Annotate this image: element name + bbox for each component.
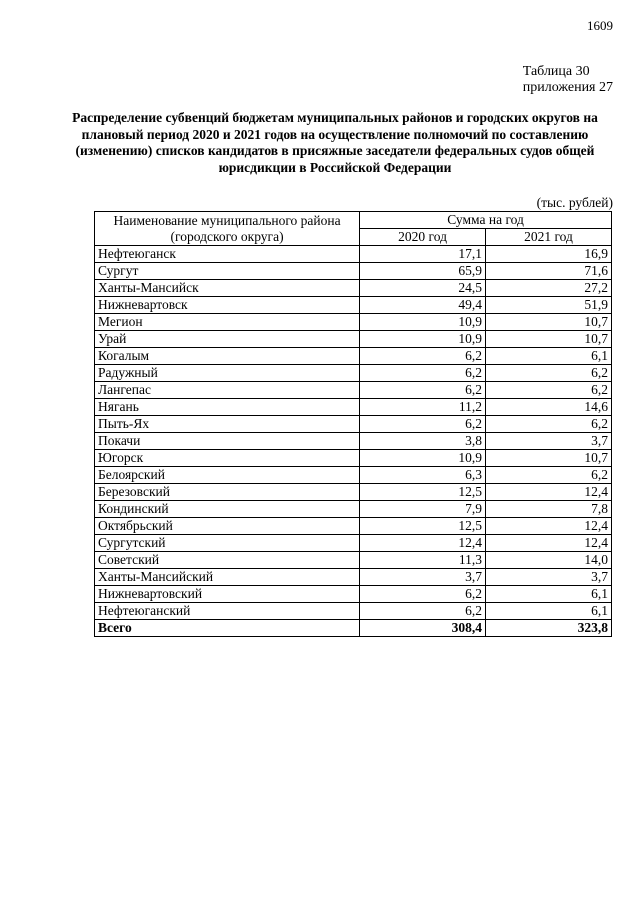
table-row <box>95 246 612 263</box>
value-2021-cell: 10,7 <box>486 331 612 348</box>
table-row <box>95 484 612 501</box>
municipality-name-cell: Сургутский <box>95 535 360 552</box>
table-row <box>95 569 612 586</box>
table-reference <box>523 64 613 96</box>
table-row <box>95 280 612 297</box>
value-2020-cell: 10,9 <box>360 331 486 348</box>
value-2021-cell: 3,7 <box>486 569 612 586</box>
value-2020-cell: 6,2 <box>360 416 486 433</box>
value-2020-cell: 6,2 <box>360 348 486 365</box>
municipality-name-cell: Нижневартовский <box>95 586 360 603</box>
municipality-name-cell: Урай <box>95 331 360 348</box>
value-2020-cell: 308,4 <box>360 620 486 637</box>
subventions-table <box>94 211 612 637</box>
value-2020-cell: 65,9 <box>360 263 486 280</box>
value-2021-cell: 12,4 <box>486 484 612 501</box>
value-2021-cell: 6,1 <box>486 603 612 620</box>
value-2021-cell: 6,2 <box>486 382 612 399</box>
table-row <box>95 365 612 382</box>
municipality-name-cell: Нефтеюганский <box>95 603 360 620</box>
value-2021-cell: 6,1 <box>486 348 612 365</box>
value-2021-cell: 12,4 <box>486 518 612 535</box>
table-row <box>95 586 612 603</box>
value-2020-cell: 6,2 <box>360 365 486 382</box>
header-sum-cell: Сумма на год <box>360 212 612 229</box>
municipality-name-cell: Покачи <box>95 433 360 450</box>
table-row <box>95 331 612 348</box>
table-row <box>95 348 612 365</box>
table-row <box>95 501 612 518</box>
table-row <box>95 467 612 484</box>
table-row <box>95 382 612 399</box>
value-2020-cell: 6,2 <box>360 586 486 603</box>
municipality-name-cell: Ханты-Мансийский <box>95 569 360 586</box>
municipality-name-cell: Югорск <box>95 450 360 467</box>
value-2020-cell: 12,4 <box>360 535 486 552</box>
municipality-name-cell: Ханты-Мансийск <box>95 280 360 297</box>
municipality-name-cell: Пыть-Ях <box>95 416 360 433</box>
value-2021-cell: 3,7 <box>486 433 612 450</box>
municipality-name-cell: Нижневартовск <box>95 297 360 314</box>
header-name-line2: (городского округа) <box>170 228 284 244</box>
page-number: 1609 <box>587 18 613 33</box>
municipality-name-cell: Советский <box>95 552 360 569</box>
value-2020-cell: 3,7 <box>360 569 486 586</box>
value-2020-cell: 6,2 <box>360 603 486 620</box>
value-2021-cell: 323,8 <box>486 620 612 637</box>
municipality-name-cell: Октябрьский <box>95 518 360 535</box>
table-row <box>95 263 612 280</box>
value-2021-cell: 14,6 <box>486 399 612 416</box>
value-2020-cell: 7,9 <box>360 501 486 518</box>
table-row <box>95 535 612 552</box>
municipality-name-cell: Сургут <box>95 263 360 280</box>
municipality-name-cell: Нефтеюганск <box>95 246 360 263</box>
municipality-name-cell: Радужный <box>95 365 360 382</box>
value-2021-cell: 16,9 <box>486 246 612 263</box>
table-row <box>95 450 612 467</box>
table-row <box>95 399 612 416</box>
value-2021-cell: 12,4 <box>486 535 612 552</box>
municipality-name-cell: Кондинский <box>95 501 360 518</box>
value-2020-cell: 49,4 <box>360 297 486 314</box>
value-2020-cell: 11,2 <box>360 399 486 416</box>
header-year-2020: 2020 год <box>360 229 486 246</box>
value-2020-cell: 10,9 <box>360 314 486 331</box>
value-2021-cell: 7,8 <box>486 501 612 518</box>
table-header-row <box>95 212 612 229</box>
header-year-2021: 2021 год <box>486 229 612 246</box>
value-2021-cell: 10,7 <box>486 450 612 467</box>
municipality-name-cell: Всего <box>95 620 360 637</box>
value-2021-cell: 6,2 <box>486 467 612 484</box>
municipality-name-cell: Нягань <box>95 399 360 416</box>
table-row <box>95 297 612 314</box>
municipality-name-cell: Лангепас <box>95 382 360 399</box>
value-2021-cell: 10,7 <box>486 314 612 331</box>
municipality-name-cell: Белоярский <box>95 467 360 484</box>
header-name-cell <box>95 212 360 246</box>
table-row <box>95 603 612 620</box>
table-row <box>95 416 612 433</box>
table-reference-line1: Таблица 30 <box>522 64 590 79</box>
value-2021-cell: 6,2 <box>486 416 612 433</box>
document-title: Распределение субвенций бюджетам муниципальных районов и городских округов на плановый период 2020 и 2021 годов на осуществление полномочий по составлению (изменению) списков кандидатов в присяжные заседатели федеральных судов общей юрисдикции в Российской Федерации <box>72 110 598 175</box>
value-2020-cell: 11,3 <box>360 552 486 569</box>
municipality-name-cell: Когалым <box>95 348 360 365</box>
value-2021-cell: 51,9 <box>486 297 612 314</box>
value-2021-cell: 6,1 <box>486 586 612 603</box>
table-row <box>95 433 612 450</box>
table-total-row <box>95 620 612 637</box>
table-row <box>95 314 612 331</box>
value-2021-cell: 71,6 <box>486 263 612 280</box>
municipality-name-cell: Мегион <box>95 314 360 331</box>
value-2021-cell: 14,0 <box>486 552 612 569</box>
units-label: (тыс. рублей) <box>536 195 613 210</box>
value-2020-cell: 3,8 <box>360 433 486 450</box>
table-row <box>95 518 612 535</box>
value-2020-cell: 24,5 <box>360 280 486 297</box>
value-2020-cell: 10,9 <box>360 450 486 467</box>
value-2021-cell: 6,2 <box>486 365 612 382</box>
table-row <box>95 552 612 569</box>
value-2021-cell: 27,2 <box>486 280 612 297</box>
municipality-name-cell: Березовский <box>95 484 360 501</box>
value-2020-cell: 17,1 <box>360 246 486 263</box>
table-reference-line2: приложения 27 <box>522 80 613 95</box>
value-2020-cell: 12,5 <box>360 518 486 535</box>
value-2020-cell: 6,2 <box>360 382 486 399</box>
header-name-line1: Наименование муниципального района <box>113 212 341 228</box>
value-2020-cell: 12,5 <box>360 484 486 501</box>
value-2020-cell: 6,3 <box>360 467 486 484</box>
table-body <box>95 246 612 637</box>
